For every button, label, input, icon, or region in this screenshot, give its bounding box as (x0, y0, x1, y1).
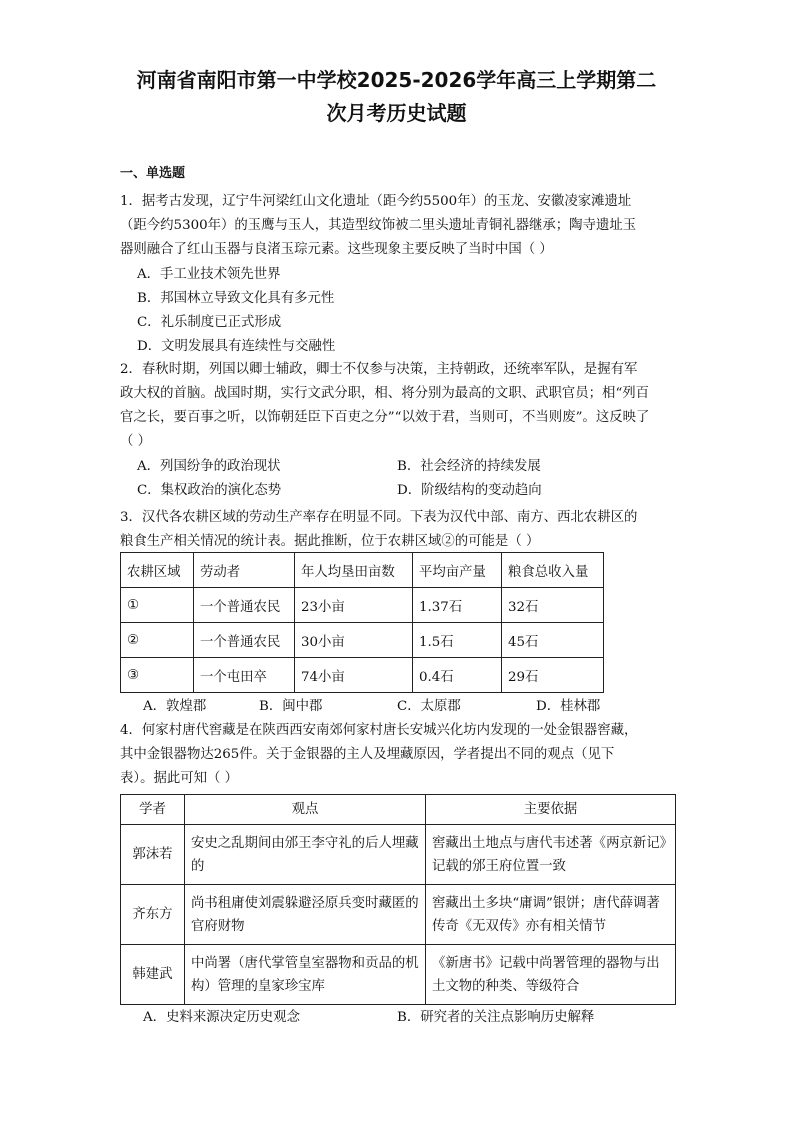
table-header-cell: 学者 (121, 795, 185, 825)
table-header-cell: 主要依据 (426, 795, 676, 825)
q2-option-b[interactable]: B．社会经济的持续发展 (397, 459, 541, 474)
question-2-stem (120, 358, 675, 454)
table-cell: 韩建武 (121, 945, 185, 1005)
stem-line: （ ） (120, 434, 152, 449)
q2-option-d[interactable]: D．阶级结构的变动趋向 (397, 483, 542, 498)
table-cell: 30小亩 (295, 623, 413, 658)
table-header-cell: 农耕区域 (121, 553, 194, 588)
stem-line: 粮食生产相关情况的统计表。据此推断，位于农耕区域②的可能是（ ） (120, 534, 540, 549)
q3-table (120, 552, 604, 693)
question-3-stem (120, 506, 675, 554)
stem-line: 官之长，要百事之听，以饰朝廷臣下百吏之分”“以效于君，当则可，不当则废”。这反映了 (120, 410, 650, 425)
stem-line: 政大权的首脑。战国时期，实行文武分职，相、将分别为最高的文职、武职官员；相“列百 (120, 386, 650, 401)
table-header-row (121, 795, 676, 825)
table-header-cell: 劳动者 (194, 553, 295, 588)
doc-title-line1: 河南省南阳市第一中学校2025-2026学年高三上学期第二 (136, 68, 657, 92)
table-cell: 1.5石 (413, 623, 502, 658)
q2-option-c[interactable]: C．集权政治的演化态势 (137, 483, 282, 498)
q1-option-b[interactable]: B．邦国林立导致文化具有多元性 (137, 291, 335, 306)
table-header-cell: 观点 (185, 795, 426, 825)
stem-line: 其中金银器物达265件。关于金银器的主人及埋藏原因，学者提出不同的观点（见下 (120, 747, 615, 762)
table-cell: 窖藏出土地点与唐代韦述著《两京新记》记载的邠王府位置一致 (426, 825, 676, 885)
table-cell: 中尚署（唐代掌管皇室器物和贡品的机构）管理的皇家珍宝库 (185, 945, 426, 1005)
table-cell: 45石 (502, 623, 604, 658)
question-4-stem (120, 719, 675, 791)
table-header-cell: 粮食总收入量 (502, 553, 604, 588)
stem-line: 表）。据此可知（ ） (120, 771, 239, 786)
table-cell: 一个屯田卒 (194, 658, 295, 693)
doc-title-line2: 次月考历史试题 (326, 101, 467, 125)
q1-option-d[interactable]: D．文明发展具有连续性与交融性 (137, 339, 336, 354)
q3-option-c[interactable]: C．太原郡 (397, 699, 461, 714)
question-1-stem (120, 190, 675, 262)
table-row (121, 623, 604, 658)
table-row (121, 588, 604, 623)
stem-line: 2．春秋时期，列国以卿士辅政，卿士不仅参与决策，主持朝政，还统率军队，是握有军 (120, 362, 638, 377)
table-cell: 32石 (502, 588, 604, 623)
stem-line: 4．何家村唐代窖藏是在陕西西安南郊何家村唐长安城兴化坊内发现的一处金银器窖藏， (120, 723, 638, 738)
table-cell: ② (121, 623, 194, 658)
stem-line: 1．据考古发现，辽宁牛河梁红山文化遗址（距今约5500年）的玉龙、安徽凌家滩遗址 (120, 194, 632, 209)
q3-option-b[interactable]: B．闽中郡 (259, 699, 323, 714)
table-cell: ③ (121, 658, 194, 693)
stem-line: 3．汉代各农耕区域的劳动生产率存在明显不同。下表为汉代中部、南方、西北农耕区的 (120, 510, 638, 525)
table-row (121, 945, 676, 1005)
q3-option-d[interactable]: D．桂林郡 (536, 699, 601, 714)
section-heading: 一、单选题 (120, 166, 186, 181)
table-cell: 郭沫若 (121, 825, 185, 885)
stem-line: 器则融合了红山玉器与良渚玉琮元素。这些现象主要反映了当时中国（ ） (120, 242, 553, 257)
stem-line: （距今约5300年）的玉鹰与玉人，其造型纹饰被二里头遗址青铜礼器继承；陶寺遗址玉 (120, 218, 637, 233)
table-cell: 一个普通农民 (194, 588, 295, 623)
table-cell: 一个普通农民 (194, 623, 295, 658)
table-cell: 安史之乱期间由邠王李守礼的后人埋藏的 (185, 825, 426, 885)
table-header-cell: 年人均垦田亩数 (295, 553, 413, 588)
q4-option-a[interactable]: A．史料来源决定历史观念 (143, 1010, 300, 1025)
table-row (121, 658, 604, 693)
q4-option-b[interactable]: B．研究者的关注点影响历史解释 (397, 1010, 595, 1025)
q3-option-a[interactable]: A．敦煌郡 (143, 699, 207, 714)
table-cell: 《新唐书》记载中尚署管理的器物与出土文物的种类、等级符合 (426, 945, 676, 1005)
q1-option-a[interactable]: A．手工业技术领先世界 (137, 267, 281, 282)
table-cell: 29石 (502, 658, 604, 693)
table-header-cell: 平均亩产量 (413, 553, 502, 588)
table-cell: 23小亩 (295, 588, 413, 623)
table-row (121, 885, 676, 945)
table-cell: 齐东方 (121, 885, 185, 945)
table-cell: ① (121, 588, 194, 623)
table-cell: 0.4石 (413, 658, 502, 693)
table-header-row (121, 553, 604, 588)
table-cell: 74小亩 (295, 658, 413, 693)
q1-option-c[interactable]: C．礼乐制度已正式形成 (137, 315, 282, 330)
table-cell: 尚书租庸使刘震躲避泾原兵变时藏匿的官府财物 (185, 885, 426, 945)
table-row (121, 825, 676, 885)
q4-table (120, 794, 676, 1005)
table-cell: 窖藏出土多块“庸调”银饼；唐代薛调著传奇《无双传》亦有相关情节 (426, 885, 676, 945)
table-cell: 1.37石 (413, 588, 502, 623)
q2-option-a[interactable]: A．列国纷争的政治现状 (137, 459, 281, 474)
